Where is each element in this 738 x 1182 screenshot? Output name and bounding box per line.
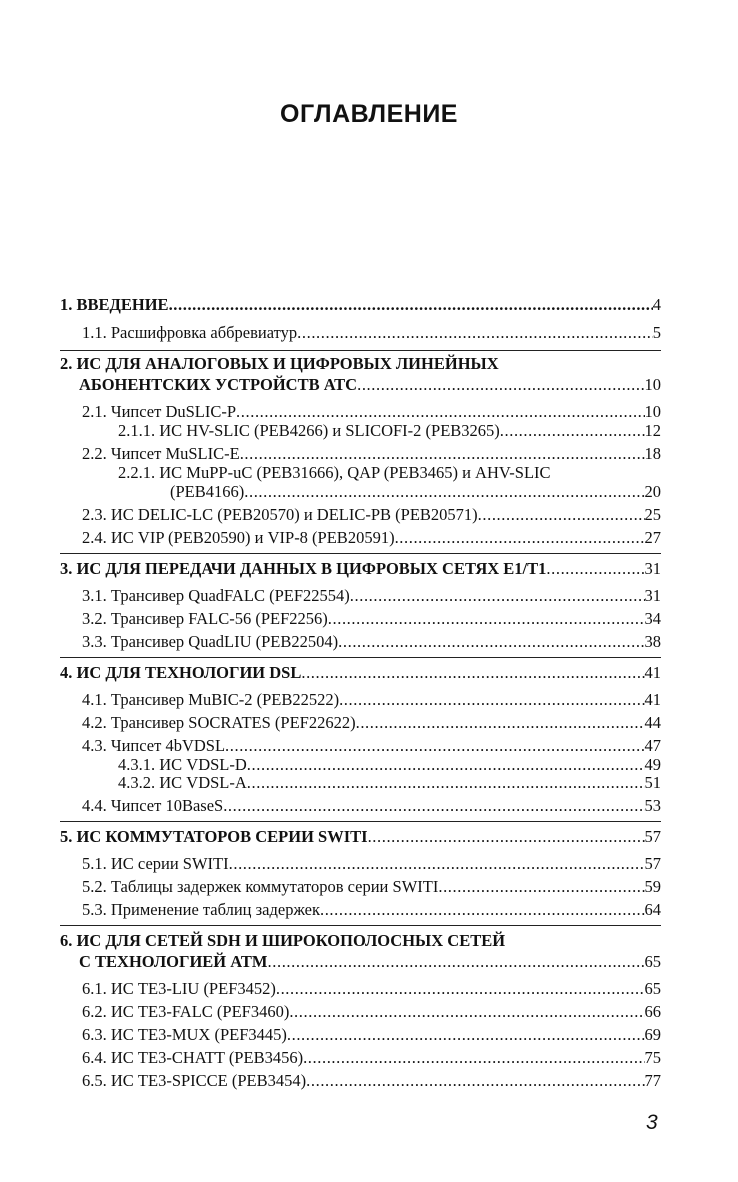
toc-entry-page: 65 [644, 979, 661, 998]
toc-entry-page: 18 [644, 444, 661, 463]
toc-entry-title: 4.3.2. ИС VDSL-A [118, 773, 247, 792]
toc-entry-2-3[interactable] [82, 504, 661, 526]
toc-entry-title: С ТЕХНОЛОГИЕЙ ATM [79, 952, 268, 971]
toc-entry-3-1[interactable] [82, 585, 661, 607]
toc-entry-6-2[interactable] [82, 1001, 661, 1023]
toc-entry-title: 2.3. ИС DELIC-LC (PEB20570) и DELIC-PB (PEB20571) [82, 505, 478, 524]
toc-entry-page: 41 [644, 690, 661, 709]
toc-entry-page: 5 [652, 323, 661, 342]
toc-entry-page: 31 [644, 559, 661, 578]
toc-entry-3-3[interactable] [82, 631, 661, 653]
toc-entry-page: 34 [644, 609, 661, 628]
toc-entry-page: 69 [644, 1025, 661, 1044]
toc-entry-page: 31 [644, 586, 661, 605]
toc-entry-2-4[interactable] [82, 527, 661, 549]
toc-entry-title: 4.3. Чипсет 4bVDSL [82, 736, 226, 755]
toc-entry-page: 57 [644, 854, 661, 873]
toc-entry-title: 1.1. Расшифровка аббревиатур [82, 323, 298, 342]
toc-entry-title: 1. ВВЕДЕНИЕ [60, 295, 169, 314]
toc-entry-page: 41 [644, 663, 661, 682]
toc-entry-title: 4.2. Трансивер SOCRATES (PEF22622) [82, 713, 356, 732]
toc-entry-title: 4.1. Трансивер MuBIC-2 (PEB22522) [82, 690, 340, 709]
toc-entry-3[interactable] [60, 558, 661, 580]
toc-entry-6-4[interactable] [82, 1047, 661, 1069]
toc-entry-title: 2.4. ИС VIP (PEB20590) и VIP-8 (PEB20591) [82, 528, 395, 547]
toc-entry-page: 20 [644, 482, 661, 501]
toc-entry-3-2[interactable] [82, 608, 661, 630]
toc-entry-1[interactable] [60, 294, 661, 316]
toc-entry-title: 5.2. Таблицы задержек коммутаторов серии SWITI [82, 877, 439, 896]
toc-entry-4-1[interactable] [82, 689, 661, 711]
toc-entry-page: 27 [644, 528, 661, 547]
toc-entry-title: 6.1. ИС TE3-LIU (PEF3452) [82, 979, 276, 998]
section-divider [60, 657, 661, 658]
toc-entry-title: 6.5. ИС TE3-SPICCE (PEB3454) [82, 1071, 307, 1090]
toc-entry-5-3[interactable] [82, 899, 661, 921]
toc-entry-4[interactable] [60, 662, 661, 684]
toc-entry-title: 5.3. Применение таблиц задержек [82, 900, 320, 919]
toc-entry-2-line1[interactable]: 2. ИС ДЛЯ АНАЛОГОВЫХ И ЦИФРОВЫХ ЛИНЕЙНЫХ [60, 354, 499, 373]
toc-entry-title: 2.1. Чипсет DuSLIC-P [82, 402, 237, 421]
toc-entry-title: 3. ИС ДЛЯ ПЕРЕДАЧИ ДАННЫХ В ЦИФРОВЫХ СЕТЯХ E1/T1 [60, 559, 547, 578]
toc-entry-page: 59 [644, 877, 661, 896]
toc-entry-title: АБОНЕНТСКИХ УСТРОЙСТВ АТС [79, 375, 358, 394]
toc-entry-page: 57 [644, 827, 661, 846]
toc-entry-title: 4.3.1. ИС VDSL-D [118, 755, 247, 774]
toc-entry-page: 65 [644, 952, 661, 971]
toc-entry-page: 49 [644, 755, 661, 774]
toc-entry-4-2[interactable] [82, 712, 661, 734]
toc-entry-2-2-1-line1[interactable]: 2.2.1. ИС MuPP-uC (PEB31666), QAP (PEB3465) и AHV-SLIC [118, 463, 551, 482]
toc-entry-2-2-1[interactable] [170, 481, 661, 503]
toc-entry-6-line1[interactable]: 6. ИС ДЛЯ СЕТЕЙ SDH И ШИРОКОПОЛОСНЫХ СЕТЕЙ [60, 931, 506, 950]
toc-entry-title: 3.3. Трансивер QuadLIU (PEB22504) [82, 632, 339, 651]
toc-entry-page: 53 [644, 796, 661, 815]
toc-entry-page: 66 [644, 1002, 661, 1021]
toc-entry-title: 4. ИС ДЛЯ ТЕХНОЛОГИИ DSL [60, 663, 302, 682]
toc-entry-4-3-2[interactable] [118, 772, 661, 794]
toc-entry-title: 6.4. ИС TE3-CHATT (PEB3456) [82, 1048, 304, 1067]
toc-entry-title: 2.1.1. ИС HV-SLIC (PEB4266) и SLICOFI-2 (PEB3265) [118, 421, 500, 440]
toc-entry-page: 38 [644, 632, 661, 651]
toc-entry-5-2[interactable] [82, 876, 661, 898]
toc-entry-page: 75 [644, 1048, 661, 1067]
toc-entry-page: 44 [644, 713, 661, 732]
toc-entry-title: 3.2. Трансивер FALC-56 (PEF2256) [82, 609, 328, 628]
section-divider [60, 350, 661, 351]
toc-entry-page: 64 [644, 900, 661, 919]
toc-entry-5-1[interactable] [82, 853, 661, 875]
page-number: 3 [646, 1111, 658, 1134]
section-divider [60, 553, 661, 554]
toc-entry-6-5[interactable] [82, 1070, 661, 1092]
toc-entry-6[interactable] [79, 951, 661, 973]
toc-entry-page: 4 [652, 295, 661, 314]
toc-entry-page: 25 [644, 505, 661, 524]
toc-entry-6-3[interactable] [82, 1024, 661, 1046]
page-title: ОГЛАВЛЕНИЕ [280, 100, 458, 128]
section-divider [60, 925, 661, 926]
toc-entry-title: (PEB4166) [170, 482, 245, 501]
toc-entry-title: 2.2. Чипсет MuSLIC-E [82, 444, 240, 463]
toc-entry-page: 47 [644, 736, 661, 755]
toc-entry-2-1-1[interactable] [118, 420, 661, 442]
toc-entry-5[interactable] [60, 826, 661, 848]
toc-entry-page: 77 [644, 1071, 661, 1090]
toc-entry-page: 10 [644, 375, 661, 394]
toc-entry-page: 51 [644, 773, 661, 792]
toc-entry-2[interactable] [79, 374, 661, 396]
toc-entry-title: 5. ИС КОММУТАТОРОВ СЕРИИ SWITI [60, 827, 368, 846]
toc-entry-4-4[interactable] [82, 795, 661, 817]
toc-entry-title: 6.2. ИС TE3-FALC (PEF3460) [82, 1002, 290, 1021]
section-divider [60, 821, 661, 822]
toc-entry-title: 5.1. ИС серии SWITI [82, 854, 229, 873]
toc-entry-1-1[interactable] [82, 322, 661, 344]
toc-entry-title: 4.4. Чипсет 10BaseS [82, 796, 224, 815]
toc-entry-page: 12 [644, 421, 661, 440]
toc-entry-title: 6.3. ИС TE3-MUX (PEF3445) [82, 1025, 287, 1044]
toc-entry-title: 3.1. Трансивер QuadFALC (PEF22554) [82, 586, 350, 605]
toc-entry-page: 10 [644, 402, 661, 421]
toc-entry-6-1[interactable] [82, 978, 661, 1000]
